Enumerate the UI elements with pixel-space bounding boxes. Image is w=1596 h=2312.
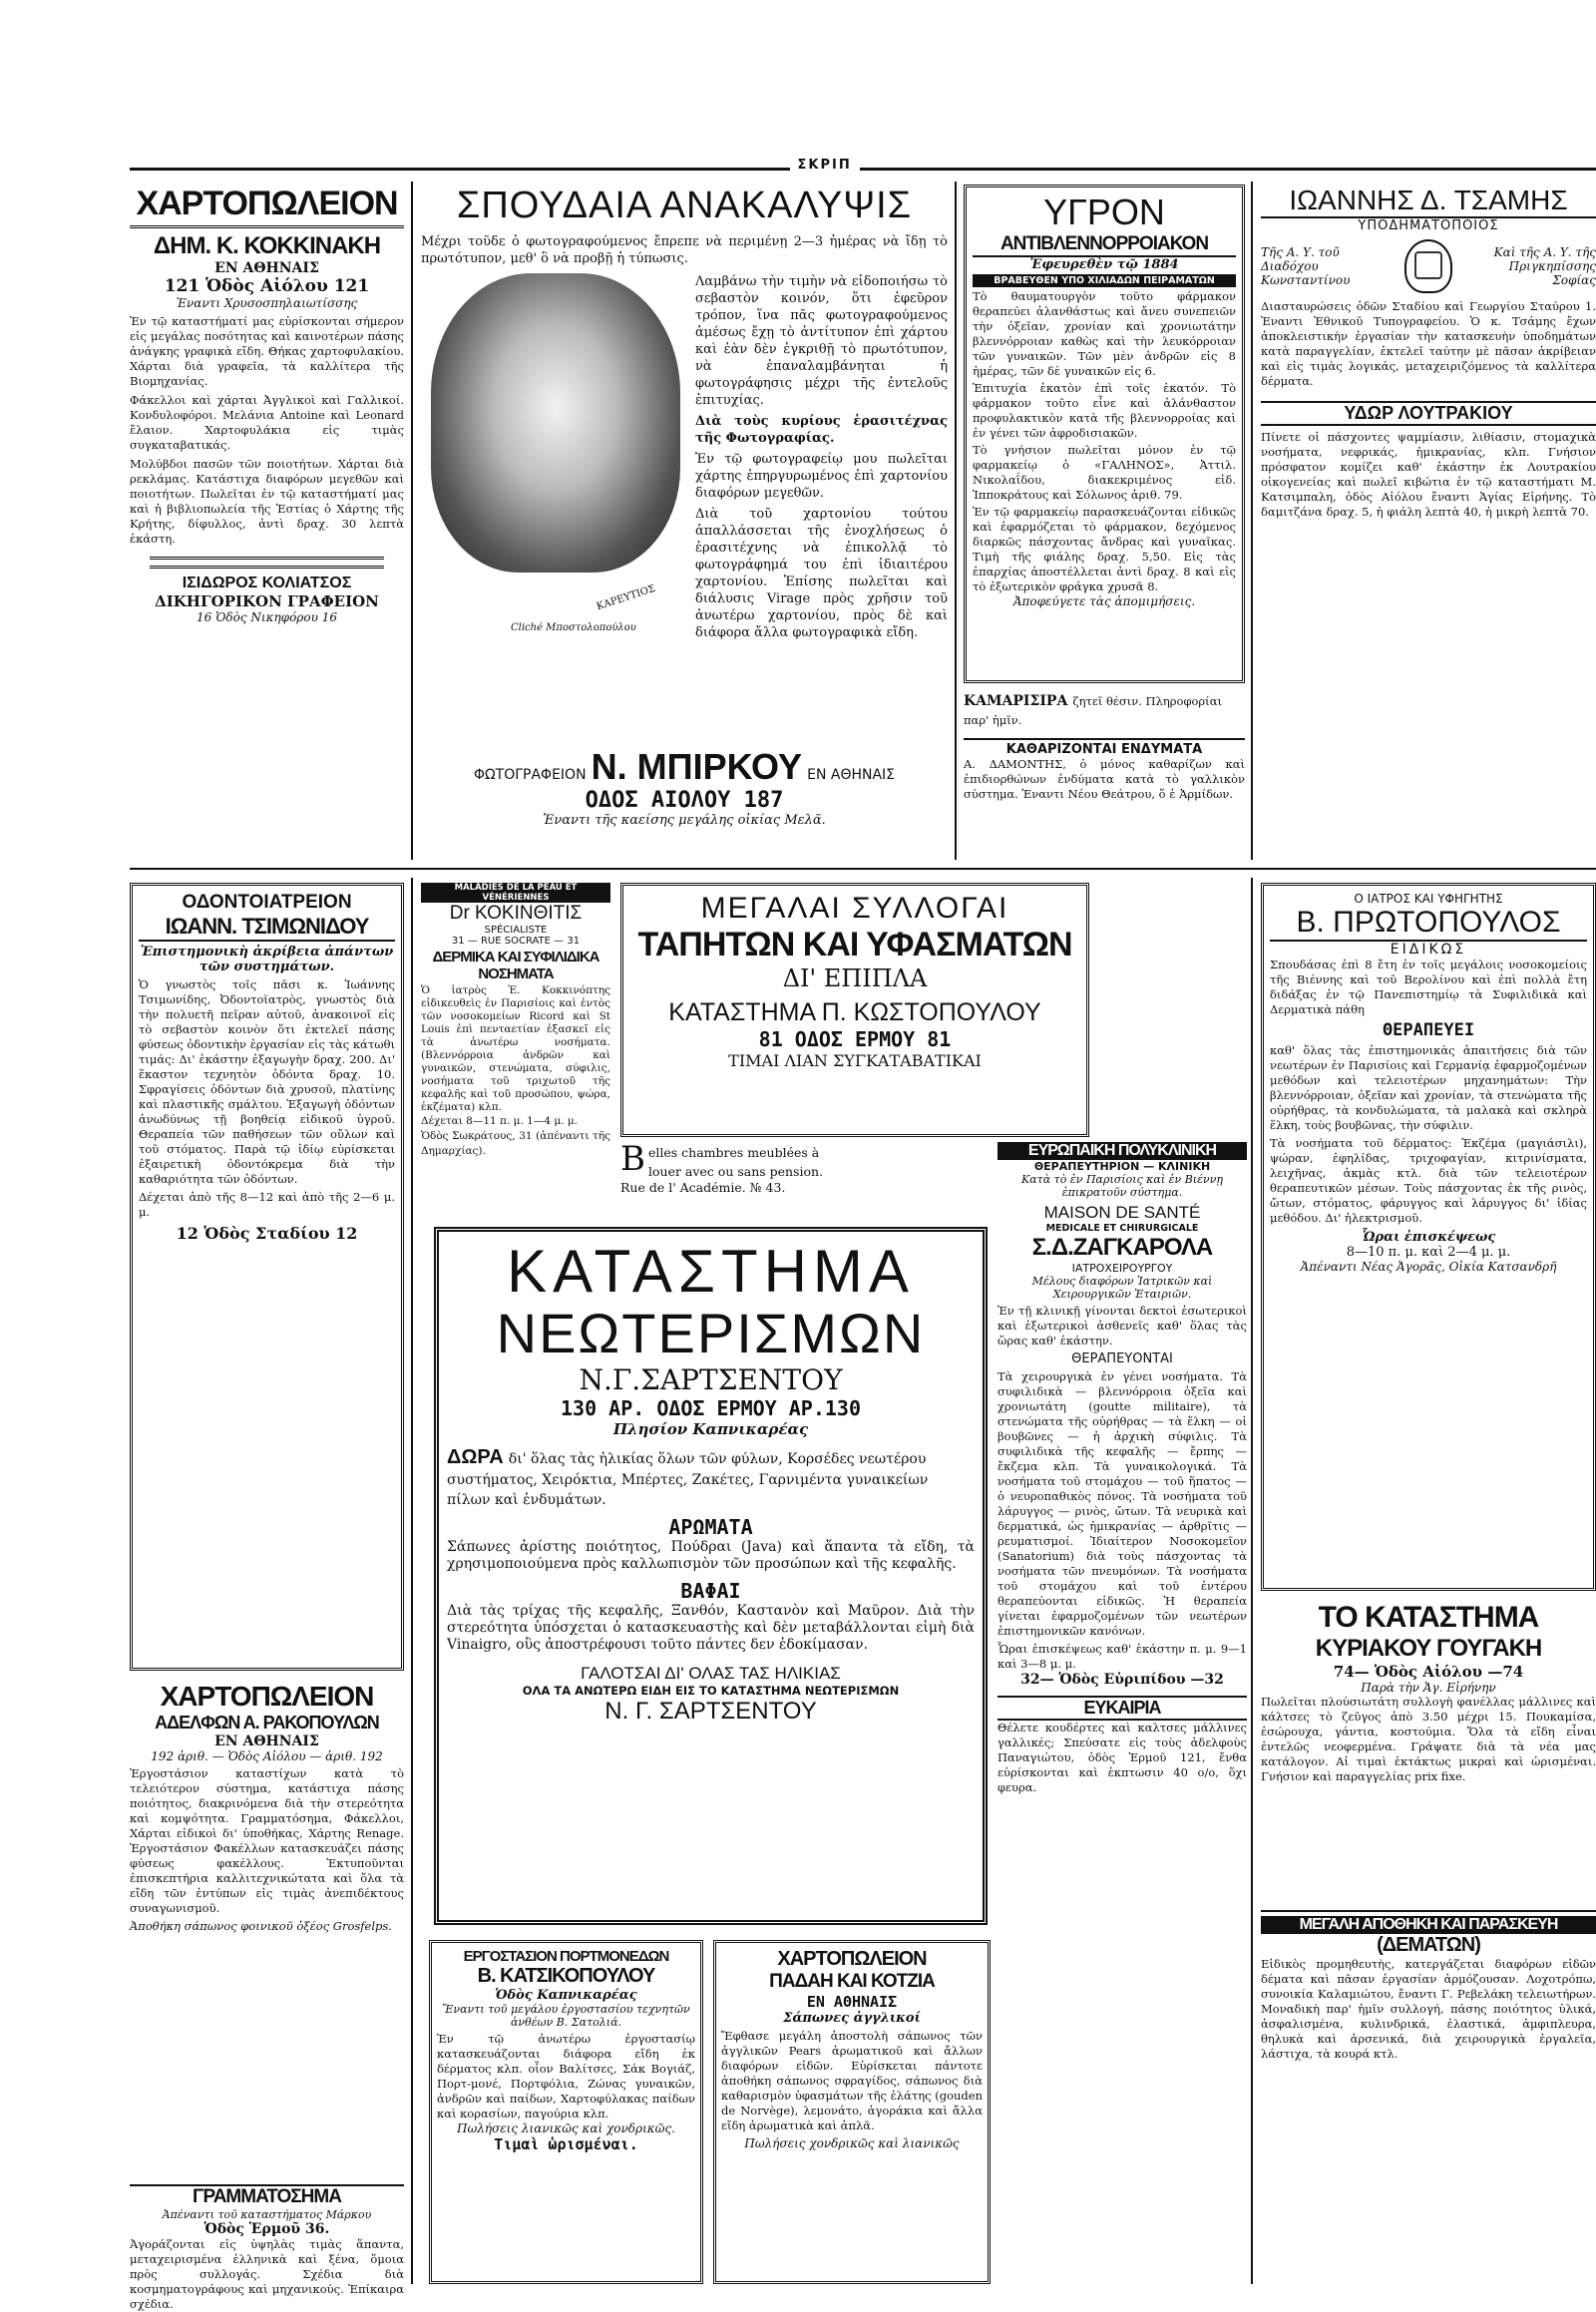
clinic-member: Μέλους διαφόρων Ἰατρικῶν καὶ Χειρουργικῶν Ἑταιριῶν. [1031,1275,1213,1301]
protopoulos-address: Ἀπέναντι Νέας Ἀγορᾶς, Οἰκία Κατσανδρῆ [1300,1260,1557,1274]
photo-stamp: ΚΑΡΕΥΤΙΟΣ [595,582,657,613]
ad-padai-kotzia [713,1940,991,2284]
protopoulos-hours: 8—10 π. μ. καὶ 2—4 μ. μ. [1346,1245,1511,1260]
wallet-addr: Ὁδὸς Καπνικαρέας [495,1988,637,2003]
dentist-motto: Ἐπιστημονικὴ ἀκρίβεια ἁπάντων τῶν συστημάτων. [140,945,394,974]
ad-subtitle: Ἐναντι Χρυσοσπηλαιωτίσσης [176,296,358,310]
studio-address: ΟΔΟΣ ΑΙΟΛΟΥ 187 [585,788,784,813]
shop-title: ΧΑΡΤΟΠΩΛΕΙΟΝ [160,1681,374,1712]
studio-line [421,746,948,788]
ad-depot [1261,1910,1596,2286]
stamps-title: ΓΡΑΜΜΑΤΟΣΗΜΑ [193,2186,341,2207]
ad-trade: ΥΠΟΔΗΜΑΤΟΠΟΙΟΣ [1358,218,1499,233]
cleaners-body: Α. ΔΑΜΟΝΤΗΣ, ὁ μόνος καθαρίζων καὶ ἐπιδιορθώνων ἐνδύματα κατὰ τὸ γαλλικὸν σύστημα. Ἐναντι Νέου Θεάτρου, ὅ ἐ Ἀρμίδων. [964,757,1245,801]
depot-sub: (ΔΕΜΑΤΩΝ) [1377,1934,1480,1956]
ad-title: ΧΑΡΤΟΠΩΛΕΙΟΝ [130,185,404,228]
ad-protopoulos-doctor [1261,883,1596,1591]
ad-stamps [130,2184,404,2311]
ad-kostopoulou-carpets [620,883,1089,1137]
portrait-photo [431,273,680,573]
carpets-t3: ΔΙ' ΕΠΙΠΛΑ [782,964,928,992]
ad-rakopoulon [130,1681,404,2179]
padai-city: ΕΝ ΑΘΗΝΑΙΣ [806,1993,898,2011]
ad-dentist [130,883,404,1671]
padai-sub: Σάπωνες ἀγγλικοί [783,2011,921,2026]
ad-body-1: Ἐν τῷ καταστήματί μας εὑρίσκονται σήμερον εἰς μεγάλας ποσότητας καὶ καινοτέρων πάσης ἀνάγκης γραφικὰ εἴδη. Θήκας χαρτοφυλακίου. Χάρται διὰ γραφεῖα, τὰ καλλίτερα τῆς Βιομηχανίας. [130,314,404,388]
rooms-text: elles chambres meublées à louer avec ou sans pension. [648,1145,824,1179]
shop-owner: ΑΔΕΛΦΩΝ Α. ΡΑΚΟΠΟΥΛΩΝ [155,1713,379,1733]
cleaners-title: ΚΑΘΑΡΙΖΟΝΤΑΙ ΕΝΔΥΜΑΤΑ [1005,742,1203,757]
protopoulos-body-3: Τὰ νοσήματα τοῦ δέρματος: Ἐκζέμα (μαγιάσιλι), ψώραν, ἐφηλίδας, τριχοφαγίαν, κιτρινίσματα, λειχῆνας, ἀκμὰς κτλ. διὰ τῶν τελειοτέρων θεραπευτικῶν μέσων. Τοὺς πάσχοντας ἐκ τῆς ρινὸς, ὤτων, στόματος, φάρυγγος καὶ λάρυγγος δι' ἰδίας μεθόδου. Δι' ἠλεκτρισμοῦ. [1270,1136,1587,1225]
ad-photography [421,185,948,863]
carpets-t1: ΜΕΓΑΛΑΙ ΣΥΛΛΟΓΑΙ [700,892,1009,925]
clinic-body: Τὰ χειρουργικὰ ἐν γένει νοσήματα. Τὰ συφιλιδικὰ — βλεννόρροια ὀξεῖα καὶ χρονιωτάτη (goutte militaire), τὰ στενώματα τῆς οὐρήθρας — τὰ ἕλκη — οἱ βουβῶνες — ἡ ἀρχικὴ σύφιλις. Τὰ συφιλιδικὰ τῆς κεφαλῆς — ἔρπης — ἔκζεμα κλπ. Τὰ γυναικολογικά. Τὰ νοσήματα τοῦ στομάχου — τοῦ ἥπατος — ὁ νευροπαθικὸς πόνος. Τὰ νοσήματα τοῦ λάρυγγος — ρινὸς, ὤτων. Τὰ νευρικὰ καὶ δερματικά, ὡς ἡμικρανίας — ἀρθρῖτις — ρευματισμοί. Ἰδιαίτερον Νοσοκομεῖον (Sanatorium) διὰ τοὺς πάσχοντας τὰ νοσήματα τῶν πνευμόνων. Τὰ νοσήματα τοῦ στομάχου καὶ τοῦ ἐντέρου θεραπεύονται εἰδικῶς. Ἡ θεραπεία γίνεται ἐφαρμοζομένων τῶν νεωτέρων ἐπιστημονικῶν κανόνων. [998,1369,1247,1638]
stamps-body: Ἀγοράζονται εἰς ὑψηλὰς τιμὰς ἅπαντα, μεταχειρισμένα ἑλληνικὰ καὶ ξένα, ὅμοια πρὸς συλλογάς. Σχέδια διὰ κοσμηματογράφους καὶ μηχανικούς. Ἐπίκαιρα σχέδια. [130,2237,404,2311]
doctor-street: 31 — RUE SOCRATE — 31 [451,936,581,947]
ad-subtitle: ΑΝΤΙΒΛΕΝΝΟΡΡΟΙΑΚΟΝ [973,233,1236,257]
gifts-title: ΔΩΡΑ [447,1446,504,1468]
wallet-footer-2: Τιμαὶ ὡρισμέναι. [494,2135,638,2153]
water-body: Πίνετε οἱ πάσχοντες ψαμμίασιν, λιθίασιν, στομαχικὰ νοσήματα, νεφρικάς, ἡμικρανίας, κλπ. Γνήσιον πρόσφατον κομίζει καθ' ἑκάστην ἐκ Λουτρακίου οἰκογενείας καὶ πωλεῖ κιβώτια ἐν τῷ καταστήματι Μ. Κατσιμπαλη, ὁδὸς Αἰόλου ἔναντι Ἁγίας Εἰρήνης. Τὸ δαμιτζάνα δραχ. 5, ἡ φιάλη λεπτὰ 40, ἡ μικρὴ λεπτὰ 70. [1261,430,1596,519]
kamarira-text: ζητεῖ θέσιν. Πληροφορίαι παρ' ἡμῖν. [964,694,1222,727]
ad-sartsentou [434,1227,988,1925]
carpets-t6: ΤΙΜΑΙ ΛΙΑΝ ΣΥΓΚΑΤΑΒΑΤΙΚΑΙ [728,1051,982,1070]
rooms-initial: B [620,1139,645,1179]
protopoulos-body-2: καθ' ὅλας τὰς ἐπιστημονικὰς ἀπαιτήσεις διὰ τῶν νεωτέρων ἐν Παρισίοις καὶ Γερμανίᾳ ἐφαρμοζομένων μεθόδων καὶ τελειοτέρων μηχανημάτων: Τὴν βλεννόρροιαν, ὀξεῖαν καὶ χρονίαν, τὰ στενώματα τῆς οὐρήθρας, τὰ κονδυλώματα, τὰ μαλακὰ καὶ σκληρὰ ἕλκη, τοὺς βουβῶνας, τὴν σύφιλιν. [1270,1043,1587,1132]
ad-footer: Ἀποφεύγετε τὰς ἀπομιμήσεις. [1012,594,1196,608]
padai-footer: Πωλήσεις χονδρικῶς καὶ λιανικῶς [744,2136,960,2150]
ad-lawyer-name: ΙΣΙΔΩΡΟΣ ΚΟΛΙΑΤΣΟΣ [182,575,352,591]
protopoulos-special: ΕΙΔΙΚΩΣ [1390,942,1467,958]
studio-suffix: ΕΝ ΑΘΗΝΑΙΣ [807,767,896,783]
ad-title: ΣΠΟΥΔΑΙΑ ΑΝΑΚΑΛΥΨΙΣ [456,185,913,226]
photo-caption: Cliché Μποστολοπούλου [511,622,636,633]
ad-body-3: Μολύβδοι πασῶν τῶν ποιοτήτων. Χάρται διὰ ρεκλάμας. Κατάστιχα διαφόρων μεγεθῶν καὶ ποιοτήτων. Πωλεῖται ἐν τῷ καταστήματί μας καὶ ἡ βιβλιοπωλεία τῆς Ἑστίας ὁ Χάρτης τῆς Κρήτης, δίφυλλος, ἀντὶ δραχ. 30 λεπτὰ ἑκάστη. [130,457,404,546]
wallet-footer-1: Πωλήσεις λιανικῶς καὶ χονδρικῶς. [457,2121,675,2135]
protopoulos-name: Β. ΠΡΩΤΟΠΟΥΛΟΣ [1270,906,1587,942]
ad-title: ΥΓΡΟΝ [1043,192,1165,232]
novelty-owner: Ν.Γ.ΣΑΡΤΣΕΝΤΟΥ [579,1363,843,1396]
ad-left-note: Τῆς Α. Υ. τοῦ Διαδόχου Κωνσταντίνου [1261,245,1351,287]
shop-body: Ἐργοστάσιον καταστίχων κατὰ τὸ τελειότερον σύστημα, κατάστιχα πάσης ποιότητος, διακρινόμενα διὰ τὴν στερεότητα καὶ κομψότητα. Γραμματόσημα, Φάκελλοι, Χάρται εἰδικοὶ δι' ὑποθήκας, Χάρτης Renage. Ἐργοστάσιον Φακέλλων κατασκευάζει πάσης φύσεως φακέλλους. Ἐκτυποῦνται ἐπισκεπτήρια καλλιτεχνικώτατα καὶ ὅλα τὰ εἴδη τῶν ἐντύπων εἰς τιμὰς ἀνεπιδέκτους συναγωνισμοῦ. [130,1766,404,1915]
doctor-hours: Δέχεται 8—11 π. μ. 1—4 μ. μ. [421,1115,578,1127]
opportunity-title: ΕΥΚΑΙΡΙΑ [998,1696,1247,1721]
novelty-t1: ΚΑΤΑΣΤΗΜΑ [507,1238,915,1305]
doctor-specialist: SPÉCIALISTE [484,925,548,936]
ad-line: Ἐφευρεθὲν τῷ 1884 [1029,257,1179,272]
studio-name: Ν. ΜΠΙΡΚΟΥ [591,746,803,787]
clinic-sub2: Κατὰ τὸ ἐν Παρισίοις καὶ ἐν Βιέννῃ ἐπικρατοῦν σύστημα. [1021,1173,1223,1199]
ad-rooms-to-let [620,1139,850,1217]
carpets-t4: ΚΑΤΑΣΤΗΜΑ Π. ΚΩΣΤΟΠΟΥΛΟΥ [668,998,1041,1026]
clinic-address: 32— Ὁδὸς Εὐριπίδου —32 [1020,1672,1224,1688]
ad-ygron-medicine [964,185,1245,683]
depot-title: ΜΕΓΑΛΗ ΑΠΟΘΗΚΗ ΚΑΙ ΠΑΡΑΣΚΕΥΗ [1261,1916,1596,1934]
dentist-name: ΙΩΑΝΝ. ΤΣΙΜΩΝΙΔΟΥ [139,914,395,942]
ad-kokinthitis-doctor [421,883,610,1212]
ad-gougaki-shop [1261,1601,1596,1900]
protopoulos-body-1: Σπουδάσας ἐπὶ 8 ἔτη ἐν τοῖς μεγάλοις νοσοκομείοις τῆς Βιέννης καὶ τοῦ Βερολίνου καὶ ἐπὶ πολλὰ ἔτη διδάξας ἐν τῷ Πανεπιστημίῳ τὰ Συφιλιδικὰ καὶ Δερματικὰ πάθη [1270,958,1587,1016]
wallet-near: Ἔναντι τοῦ μεγάλου ἐργοστασίου τεχνητῶν ἀνθέων Β. Σατολιά. [442,2003,690,2029]
dentist-title: ΟΔΟΝΤΟΙΑΤΡΕΙΟΝ [182,892,352,913]
clinic-therapy: ΘΕΡΑΠΕΥΟΝΤΑΙ [1071,1351,1173,1366]
gougaki-t2: ΚΥΡΙΑΚΟΥ ΓΟΥΓΑΚΗ [1315,1635,1542,1662]
ad-owner: ΔΗΜ. Κ. ΚΟΚΚΙΝΑΚΗ [153,232,381,259]
protopoulos-head: Ο ΙΑΤΡΟΣ ΚΑΙ ΥΦΗΓΗΤΗΣ [1354,892,1503,906]
kamarira-title: ΚΑΜΑΡΙΣΙΡΑ [964,693,1068,709]
wallet-title-1: ΕΡΓΟΣΤΑΣΙΟΝ ΠΟΡΤΜΟΝΕΔΩΝ [463,1948,669,1965]
ad-tsamis-shoemaker [1261,185,1596,863]
ad-body-1: Λαμβάνω τὴν τιμὴν νὰ εἰδοποιήσω τὸ σεβαστὸν κοινόν, ὅτι ἐφεῦρον τρόπον, ἵνα πᾶς φωτογραφούμενος ἀμέσως ἔχῃ τὸ ἀντίτυπον ἐπὶ χάρτου καὶ ἐὰν δὲν ἐγκριθῇ τὸ πρωτότυπον, νὰ ἐπαναλαμβάνηται ἡ φωτογράφησις μέχρι τῆς ἐντελοῦς ἐπιτυχίας. [695,274,948,408]
novelty-address: 130 ΑΡ. ΟΔΟΣ ΕΡΜΟΥ ΑΡ.130 [560,1396,862,1420]
shop-footer: Ἀποθήκη σάπωνος φοινικοῦ ὀξέος Grosfelps. [130,1919,392,1933]
clinic-maison: MAISON DE SANTÉ [1043,1203,1201,1222]
gifts-body: δι' ὅλας τὰς ἡλικίας ὅλων τῶν φύλων, Κορσέδες νεωτέρου συστήματος, Χειρόκτια, Μπέρτες, Ζακέτες, Γαρνιμέντα γυναικείων πίλων καὶ ἐνδυμάτων. [447,1451,929,1508]
novelty-near: Πλησίον Καπνικαρέας [612,1420,809,1438]
studio-prefix: ΦΩΤΟΓΡΑΦΕΙΟΝ [473,767,587,783]
studio-near: Ἐναντι τῆς καείσης μεγάλης οἰκίας Μελᾶ. [543,813,826,828]
gougaki-near: Παρὰ τὴν Ἁγ. Εἰρήνην [1361,1681,1496,1695]
clinic-sub: ΘΕΡΑΠΕΥΤΗΡΙΟΝ — ΚΛΙΝΙΚΗ [1033,1160,1211,1173]
doctor-body: Ὁ ἰατρὸς Ἐ. Κοκκινόπτης εἰδικευθεὶς ἐν Παρισίοις καὶ ἐντὸς τῶν νοσοκομείων Ricord καὶ St Louis ἐπὶ πενταετίαν ἐξασκεῖ εἰς τὰ ἀνωτέρω νοσήματα. (Βλεννόρροια ἀνδρῶν καὶ γυναικῶν, στενώματα, σύφιλις, νοσήματα τοῦ τριχωτοῦ τῆς κεφαλῆς καὶ τοῦ προσώπου, ψώρα, ἐκζέματα) κλπ. [421,984,610,1113]
shop-address: 192 ἀριθ. — Ὁδὸς Αἰόλου — ἀριθ. 192 [151,1749,383,1763]
ad-lawyer-office: ΔΙΚΗΓΟΡΙΚΟΝ ΓΡΑΦΕΙΟΝ [155,592,379,610]
ad-body-4: Διὰ τοῦ χαρτονίου τούτου ἀπαλλάσσεται τῆς ἐνοχλήσεως ὁ ἐρασιτέχνης νὰ ἐπικολλᾷ τὸ φωτογράφημά του ἐπὶ ἰδιαιτέρου χαρτονίου. Ἐπίσης πωλεῖται καὶ διάλυσις Virage πρὸς χρῆσιν τοῦ ἀνωτέρω χαρτονίου, πρὸς δὲ καὶ διάφορα ἄλλα φωτογραφικὰ εἴδη. [695,507,948,640]
doctor-title: ΔΕΡΜΙΚΑ ΚΑΙ ΣΥΦΙΛΙΔΙΚΑ ΝΟΣΗΜΑΤΑ [432,949,599,982]
padai-title-2: ΠΑΔΑΗ ΚΑΙ ΚΟΤΖΙΑ [769,1971,935,1992]
ad-body-3: Τὸ γνήσιον πωλεῖται μόνον ἐν τῷ φαρμακείῳ ὁ «ΓΑΛΗΝΟΣ», Ἀττιλ. Νικολαΐδου, διακεκριμένος εἰδ. Ἱπποκράτους καὶ Σόλωνος ἀριθ. 79. [973,443,1236,502]
dye-body: Διὰ τὰς τρίχας τῆς κεφαλῆς, Ξανθόν, Καστανὸν καὶ Μαῦρον. Διὰ τὴν στερεότητα ὑπόσχεται ὁ κατασκευαστὴς καὶ δὲν μεταβάλλονται εἰμὴ διὰ Vinaigro, οὓς ἀποστρέφουσι τοῦτο πάντες δεν ἐδοκίμασαν. [447,1603,975,1653]
shop-city: ΕΝ ΑΘΗΝΑΙΣ [214,1734,319,1749]
ad-body-1: Τὸ θαυματουργὸν τοῦτο φάρμακον θεραπεύει ἀλανθάστως καὶ ἄνευ συνεπειῶν τὴν ὀξεῖαν, χρονίαν καὶ χρονιωτάτην βλεννόρροιαν καθὼς καὶ τὴν λευκόρροιαν τῶν γυναικῶν. Τῶν μὲν ἀνδρῶν εἰς 8 ἡμέρας, τῶν δὲ γυναικῶν εἰς 6. [973,289,1236,378]
ad-body-3: Ἐν τῷ φωτογραφείῳ μου πωλεῖται χάρτης ἐπηργυρωμένος ἐπὶ χαρτονίου διαφόρων μεγεθῶν. [695,452,948,501]
gougaki-address: 74— Ὁδὸς Αἰόλου —74 [1333,1663,1524,1681]
royal-crest-icon [1404,239,1452,293]
divider [150,557,384,569]
ad-kokkinaki-stationery [130,185,404,863]
ad-kamarira [964,690,1245,730]
clinic-maison2: MEDICALE ET CHIRURGICALE [1045,1223,1199,1234]
gougaki-body: Πωλεῖται πλούσιωτάτη συλλογὴ φανέλλας μάλλινες καὶ κάλτσες τὸ ζεῦγος ἀπὸ 3.50 μέχρι 15. Πουκαμίσα, ἐσώρουχα, γάντια, κοστούμια. Ὅλα τὰ εἴδη εἶναι ἐντελῶς νεοφερμένα. Γράψατε διὰ τὰ νέα μας κατάλογον. Αἱ τιμαὶ ἐκτάκτως μικραὶ καὶ ὡρισμέναι. Γνήσιον καὶ παραγγελίας prix fixe. [1261,1695,1596,1783]
wallet-body: Ἐν τῷ ἀνωτέρω ἐργοστασίῳ κατασκευάζονται διάφορα εἴδη ἐκ δέρματος κλπ. οἷον Βαλίτσες, Σάκ Βογιάζ, Πορτ-μονέ, Πορτφόλια, Ζώνας γυναικῶν, ἀνδρῶν καὶ παίδων, Χαρτοφύλακας παίδων καὶ κορασίων, παγούρια κλπ. [437,2032,695,2120]
dentist-address: 12 Ὁδὸς Σταδίου 12 [176,1224,358,1243]
ad-body-2: Φάκελλοι καὶ χάρται Ἀγγλικοὶ καὶ Γαλλικοί. Κονδυλοφόροι. Μελάνια Antoine καὶ Leonard ἔλαιον. Χαρτοφυλάκια εἰς τιμὰς συγκαταβατικάς. [130,393,404,452]
carpets-t5: 81 ΟΔΟΣ ΕΡΜΟΥ 81 [758,1027,952,1051]
ad-city: ΕΝ ΑΘΗΝΑΙΣ [214,260,319,276]
novelty-footer-1: ΓΑΛΟΤΣΑΙ ΔΙ' ΟΛΑΣ ΤΑΣ ΗΛΙΚΙΑΣ [581,1664,841,1683]
ad-katsikopoulou [429,1940,703,2284]
protopoulos-hours-title: Ὧραι ἐπισκέψεως [1361,1230,1496,1245]
clinic-spec: ΙΑΤΡΟΧΕΙΡΟΥΡΓΟΥ [1071,1262,1173,1275]
clinic-doctor: Σ.Δ.ΖΑΓΚΑΡΟΛΑ [1031,1234,1213,1261]
novelty-t2: ΝΕΩΤΕΡΙΣΜΩΝ [496,1302,926,1364]
water-title: ΥΔΩΡ ΛΟΥΤΡΑΚΙΟΥ [1261,401,1596,426]
stamps-address: Ὁδὸς Ἑρμοῦ 36. [203,2221,330,2237]
ad-cleaners [964,738,1245,860]
clinic-hours: Ὧραι ἐπισκέψεως καθ' ἑκάστην π. μ. 9—1 καὶ 3—8 μ. μ. [998,1642,1247,1671]
ad-lawyer-address: 16 Ὁδὸς Νικηφόρου 16 [197,610,337,624]
novelty-footer-2: ΟΛΑ ΤΑ ΑΝΩΤΕΡΩ ΕΙΔΗ ΕΙΣ ΤΟ ΚΑΤΑΣΤΗΜΑ ΝΕΩΤΕΡΙΣΜΩΝ [522,1684,900,1698]
novelty-footer-3: Ν. Γ. ΣΑΡΤΣΕΝΤΟΥ [604,1698,817,1725]
perfume-body: Σάπωνες ἀρίστης ποιότητος, Πούδραι (Java) καὶ ἅπαντα τὰ εἴδη, τὰ χρησιμοποιούμενα πρὸς καλλωπισμὸν τῶν προσώπων καὶ τῆς κεφαλῆς. [447,1539,975,1572]
stamps-sub: Ἀπέναντι τοῦ καταστήματος Μάρκου [162,2208,372,2221]
dentist-body: Ὁ γνωστὸς τοῖς πᾶσι κ. Ἰωάννης Τσιμωνίδης, Ὀδοντοϊατρὸς, γνωστὸς διὰ τὴν πολυετῆ πεῖραν αὐτοῦ, ἀνακοινοῖ εἰς τὸ σεβαστὸν κοινὸν ὅτι ἐκτελεῖ πάσης φύσεως ὀδοντικὴν ἐργασίαν εἰς τὰς κάτωθι τιμάς: Δι' ἑκάστην ἐξαγωγὴν δραχ. 200. Δι' ἕκαστον τεχνητὸν ὀδόντα δραχ. 10. Σφραγίσεις ὀδόντων διὰ χρυσοῦ, πλατίνης καὶ πλαστικῆς σμάλτου. Ἐξαγωγὴ ὀδόντων ἀνωδύνως τῇ βοηθείᾳ εἰδικοῦ ὑγροῦ. Θεραπεία τῶν παθήσεων τῶν οὔλων καὶ τοῦ στόματος. Παρὰ τῷ ἰδίῳ εὑρίσκεται ἐξαιρετικὴ ὀδοντόκρεμα διὰ τὴν καθαριότητα τῶν ὀδόντων. [139,977,395,1186]
clinic-intro: Ἐν τῇ κλινικῇ γίνονται δεκτοὶ ἐσωτερικοὶ καὶ ἐξωτερικοὶ ἀσθενεῖς καθ' ὅλας τὰς ὥρας καθ' ἑκάστην. [998,1304,1247,1348]
gougaki-t1: ΤΟ ΚΑΤΑΣΤΗΜΑ [1318,1601,1539,1634]
doctor-name: Dr ΚΟΚΙΝΘΙΤΙΣ [449,903,583,924]
newspaper-page [130,150,1596,2311]
ad-name: ΙΩΑΝΝΗΣ Δ. ΤΣΑΜΗΣ [1261,185,1596,218]
dye-title: ΒΑΦΑΙ [680,1579,741,1603]
ad-polyclinic [998,1142,1247,2284]
ad-body-4: Ἐν τῷ φαρμακείῳ παρασκευάζονται εἰδικῶς καὶ ἐφαρμόζεται τὸ φάρμακον, δεχόμενος διαρκῶς πάσχοντας ἄνδρας καὶ γυναῖκας. Τιμὴ τῆς φιάλης δραχ. 5,50. Εἰς τὰς ἐπαρχίας ἀποστέλλεται ἀντὶ δραχ. 8 καὶ εἰς τὸ ἐξωτερικὸν φράγκα χρυσᾶ 8. [973,505,1236,593]
carpets-t2: ΤΑΠΗΤΩΝ ΚΑΙ ΥΦΑΣΜΑΤΩΝ [637,926,1072,963]
ad-body-2: Ἐπιτυχία ἑκατὸν ἐπὶ τοῖς ἑκατόν. Τὸ φάρμακον τοῦτο εἶνε καὶ ἀλάνθαστον προφυλακτικὸν κατὰ τῆς βλεννορροίας καὶ ἐν γένει τῶν ἀφροδισιακῶν. [973,381,1236,440]
depot-body: Εἰδικὸς προμηθευτὴς, κατεργάζεται διαφόρων εἰδῶν δέματα καὶ πᾶσαν ἐργασίαν ἁρμόζουσαν. Λοχοτρόπω, συνοικία Καλαμιώτου, ἔναντι Γ. Ρεβελάκη τελειωτήρων. Μοναδικὴ παρ' ἡμῖν συλλογή, πάσης ποιότητος ὑλικά, ἀσφαλισμένα, κυλινδρικά, ἐλαστικά, ἁμφιπλευρα, θηλυκὰ καὶ ἀρσενικά, διὰ χειρουργικὰ ἐργαλεῖα, λάστιχα, τὰ κουρά κτλ. [1261,1957,1596,2061]
protopoulos-therapy: ΘΕΡΑΠΕΥΕΙ [1382,1020,1475,1040]
perfume-title: ΑΡΩΜΑΤΑ [668,1515,753,1539]
ad-right-note: Καὶ τῆς Α. Υ. τῆς Πριγκηπίσσης Σοφίας [1493,245,1596,287]
doctor-address: Ὁδὸς Σωκράτους, 31 (ἀπέναντι τῆς Δημαρχίας). [421,1130,610,1157]
ad-body: Διασταυρώσεις ὁδῶν Σταδίου καὶ Γεωργίου Σταύρου 1. Ἐναντι Ἐθνικοῦ Τυπογραφείου. Ὁ κ. Τσάμης ἔχων ἀποκλειστικὴν ἐργασίαν τὴν κατασκευὴν ὑποδημάτων κατὰ παραγγελίαν, ἐκτελεῖ ταύτην μὲ πᾶσαν ἀκρίβειαν καὶ εἰς τιμὰς λογικάς, μεταχειριζόμενος τὰ καλλίτερα δέρματα. [1261,299,1596,388]
opportunity-body: Θέλετε κουδέρτες καὶ καλτσες μάλλινες γαλλικές; Σπεύσατε εἰς τοὺς ἀδελφοὺς Παναγιώτου, ὁδὸς Ἑρμοῦ 121, ἔνθα εὑρίσκονται καὶ ἑκπτωσιν 40 ο/ο, ὅχι φευρα. [998,1721,1247,1794]
ad-intro: Μέχρι τοῦδε ὁ φωτογραφούμενος ἔπρεπε νὰ περιμένῃ 2—3 ἡμέρας νὰ ἴδῃ τὸ πρωτότυπον, μεθ' ὃ νὰ προβῇ ἡ τύπωσις. [421,234,948,266]
masthead-title: ΣΚΡΙΠ [790,158,860,173]
rooms-address: Rue de l' Académie. № 43. [620,1180,786,1195]
padai-body: Ἔφθασε μεγάλη ἀποστολὴ σάπωνος τῶν ἀγγλικῶν Pears ἀρωματικοῦ καὶ ἄλλων διαφόρων εἰδῶν. Εὑρίσκεται πάντοτε ἀποθήκη σάπωνος σφραγίδος, σάπωνος διὰ καθαρισμὸν ὑφασμάτων τῆς ἐλάτης (gouden de Norvège), λεμονάτο, ἀγοράκια καὶ ἄλλα εἴδη ἀρωματικὰ καὶ ἀπλᾶ. [721,2029,983,2132]
dentist-hours: Δέχεται ἀπὸ τῆς 8—12 καὶ ἀπὸ τῆς 2—6 μ. μ. [139,1190,395,1219]
clinic-title: ΕΥΡΩΠΑΙΚΗ ΠΟΛΥΚΛΙΝΙΚΗ [998,1142,1247,1160]
ad-body-2: Διὰ τοὺς κυρίους ἐρασιτέχνας τῆς Φωτογραφίας. [695,414,948,446]
doctor-header: MALADIES DE LA PEAU ET VÉNÉRIENNES [421,883,610,903]
ad-award: ΒΡΑΒΕΥΘΕΝ ΥΠΟ ΧΙΛΙΑΔΩΝ ΠΕΙΡΑΜΑΤΩΝ [973,274,1236,287]
padai-title-1: ΧΑΡΤΟΠΩΛΕΙΟΝ [777,1948,927,1970]
wallet-title-2: Β. ΚΑΤΣΙΚΟΠΟΥΛΟΥ [477,1965,655,1987]
ad-address: 121 Ὁδὸς Αἰόλου 121 [164,276,370,296]
